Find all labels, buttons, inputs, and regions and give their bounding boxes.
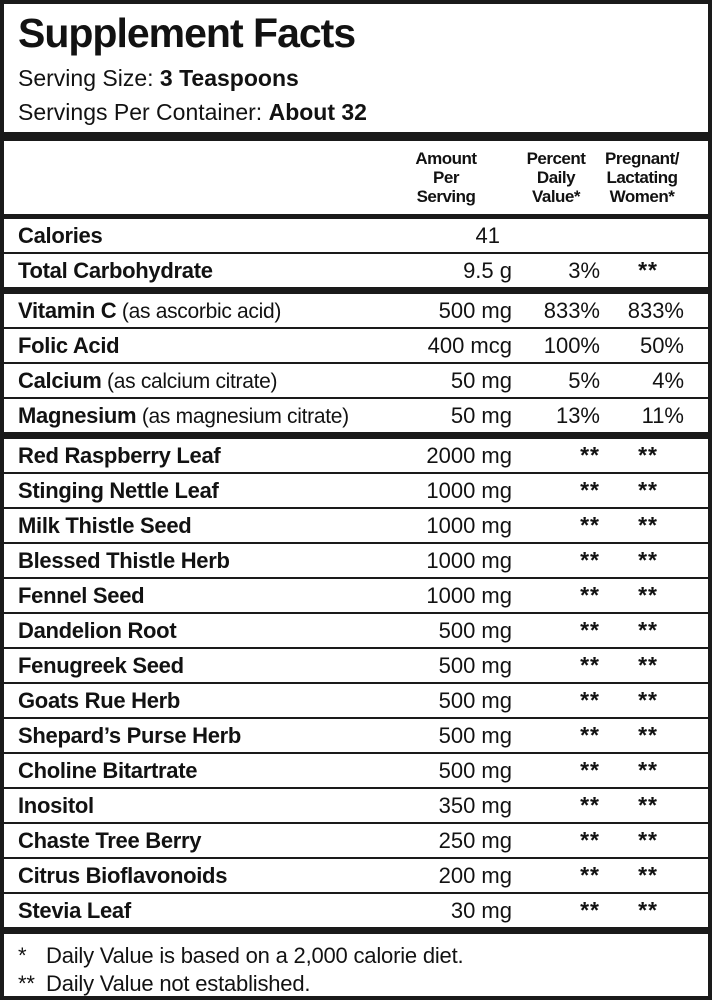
percent-daily-value: **: [580, 687, 600, 714]
amount-per-serving-value: 50 mg: [450, 367, 512, 393]
amount-per-serving-value: 50 mg: [450, 402, 512, 428]
table-row: [4, 329, 708, 362]
pregnant-lactating-value: **: [638, 547, 658, 574]
ingredient-name: Calcium (as calcium citrate): [18, 367, 278, 393]
table-row: [4, 859, 708, 892]
footnotes: [4, 934, 708, 1000]
ingredient-name: Dandelion Root: [18, 617, 177, 643]
table-row: [4, 399, 708, 432]
percent-daily-value: **: [580, 512, 600, 539]
amount-per-serving-value: 500 mg: [438, 757, 512, 783]
percent-daily-value: 3%: [568, 257, 600, 283]
percent-daily-value: **: [580, 897, 600, 924]
table-row: [4, 219, 708, 252]
ingredient-name: Chaste Tree Berry: [18, 827, 202, 853]
pregnant-lactating-value: **: [638, 582, 658, 609]
ingredient-name: Citrus Bioflavonoids: [18, 862, 228, 888]
table-row: [4, 789, 708, 822]
amount-per-serving-value: 400 mcg: [427, 332, 512, 358]
ingredient-name: Folic Acid: [18, 332, 120, 358]
percent-daily-value: **: [580, 827, 600, 854]
ingredient-name: Stinging Nettle Leaf: [18, 477, 219, 503]
percent-daily-value: **: [580, 617, 600, 644]
pregnant-lactating-value: **: [638, 442, 658, 469]
amount-per-serving-value: 1000 mg: [426, 547, 512, 573]
amount-per-serving-value: 500 mg: [438, 617, 512, 643]
pregnant-lactating-value: **: [638, 652, 658, 679]
table-row: [4, 684, 708, 717]
serving-size-label: Serving Size:: [18, 65, 154, 92]
table-row: [4, 509, 708, 542]
column-headers-row: [4, 141, 708, 214]
percent-daily-value: 13%: [555, 402, 600, 428]
footnote-line: [18, 942, 694, 970]
table-row: [4, 254, 708, 287]
pregnant-lactating-value: **: [638, 617, 658, 644]
ingredient-name: Inositol: [18, 792, 94, 818]
table-row: [4, 614, 708, 647]
pregnant-lactating-value: **: [638, 792, 658, 819]
pregnant-lactating-value: 4%: [652, 367, 684, 393]
amount-per-serving-value: 30 mg: [450, 897, 512, 923]
header-divider: [4, 132, 708, 141]
percent-daily-value: **: [580, 652, 600, 679]
table-row: [4, 754, 708, 787]
ingredient-name: Fennel Seed: [18, 582, 145, 608]
footnote-text: Daily Value not established.: [46, 971, 311, 997]
footnote-marker: **: [18, 971, 35, 997]
amount-per-serving-value: 500 mg: [438, 687, 512, 713]
pregnant-lactating-value: **: [638, 687, 658, 714]
amount-per-serving-value: 350 mg: [438, 792, 512, 818]
ingredient-name: Goats Rue Herb: [18, 687, 181, 713]
label-title: Supplement Facts: [18, 10, 356, 56]
pregnant-lactating-value: 11%: [641, 402, 684, 428]
servings-per-container-line: [18, 99, 694, 127]
footnote-marker: *: [18, 943, 27, 969]
percent-daily-value: **: [580, 442, 600, 469]
amount-per-serving-value: 1000 mg: [426, 477, 512, 503]
percent-daily-value: **: [580, 582, 600, 609]
table-row: [4, 824, 708, 857]
footnote-text: Daily Value is based on a 2,000 calorie diet.: [46, 943, 464, 969]
percent-daily-value: **: [580, 792, 600, 819]
pregnant-lactating-value: **: [638, 722, 658, 749]
percent-daily-value: **: [580, 477, 600, 504]
table-row: [4, 649, 708, 682]
ingredient-name: Shepard’s Purse Herb: [18, 722, 242, 748]
ingredient-name: Calories: [18, 222, 103, 248]
column-header-percent-daily-value: Percent Daily Value*: [526, 149, 586, 207]
ingredient-name: Choline Bitartrate: [18, 757, 198, 783]
footnotes-divider: [4, 927, 708, 934]
ingredient-name: Total Carbohydrate: [18, 257, 213, 283]
table-row: [4, 894, 708, 927]
percent-daily-value: **: [580, 722, 600, 749]
pregnant-lactating-value: **: [638, 512, 658, 539]
amount-per-serving-value: 250 mg: [438, 827, 512, 853]
pregnant-lactating-value: 833%: [627, 297, 684, 323]
amount-per-serving-value: 500 mg: [438, 297, 512, 323]
amount-per-serving-value: 200 mg: [438, 862, 512, 888]
amount-per-serving-value: 9.5 g: [463, 257, 512, 283]
footnote-line: [18, 970, 694, 998]
servings-per-container-value: About 32: [268, 98, 367, 125]
serving-size-value: 3 Teaspoons: [159, 65, 299, 92]
amount-per-serving-value: 1000 mg: [426, 512, 512, 538]
percent-daily-value: 833%: [543, 297, 600, 323]
amount-per-serving-value: 500 mg: [438, 652, 512, 678]
amount-per-serving-value: 1000 mg: [426, 582, 512, 608]
ingredient-name: Vitamin C (as ascorbic acid): [18, 297, 282, 323]
pregnant-lactating-value: **: [638, 257, 658, 284]
nutrient-rows: [4, 219, 708, 927]
table-row: [4, 544, 708, 577]
ingredient-name: Fenugreek Seed: [18, 652, 184, 678]
ingredient-name: Stevia Leaf: [18, 897, 131, 923]
section-divider: [4, 287, 708, 294]
table-row: [4, 579, 708, 612]
ingredient-name: Red Raspberry Leaf: [18, 442, 221, 468]
table-row: [4, 474, 708, 507]
serving-size-line: [18, 65, 694, 93]
ingredient-name: Blessed Thistle Herb: [18, 547, 230, 573]
column-header-amount-per-serving: Amount Per Serving: [415, 149, 477, 207]
ingredient-name: Milk Thistle Seed: [18, 512, 192, 538]
pregnant-lactating-value: **: [638, 477, 658, 504]
percent-daily-value: **: [580, 757, 600, 784]
pregnant-lactating-value: **: [638, 862, 658, 889]
amount-per-serving-value: 41: [475, 222, 500, 248]
percent-daily-value: 100%: [543, 332, 600, 358]
table-row: [4, 294, 708, 327]
pregnant-lactating-value: 50%: [639, 332, 684, 358]
percent-daily-value: **: [580, 862, 600, 889]
column-header-pregnant-lactating-women: Pregnant/ Lactating Women*: [605, 149, 679, 207]
table-row: [4, 439, 708, 472]
amount-per-serving-value: 2000 mg: [426, 442, 512, 468]
table-row: [4, 719, 708, 752]
percent-daily-value: **: [580, 547, 600, 574]
pregnant-lactating-value: **: [638, 757, 658, 784]
ingredient-name: Magnesium (as magnesium citrate): [18, 402, 349, 428]
section-divider: [4, 432, 708, 439]
percent-daily-value: 5%: [568, 367, 600, 393]
servings-per-container-label: Servings Per Container:: [18, 98, 263, 125]
amount-per-serving-value: 500 mg: [438, 722, 512, 748]
pregnant-lactating-value: **: [638, 827, 658, 854]
pregnant-lactating-value: **: [638, 897, 658, 924]
table-row: [4, 364, 708, 397]
